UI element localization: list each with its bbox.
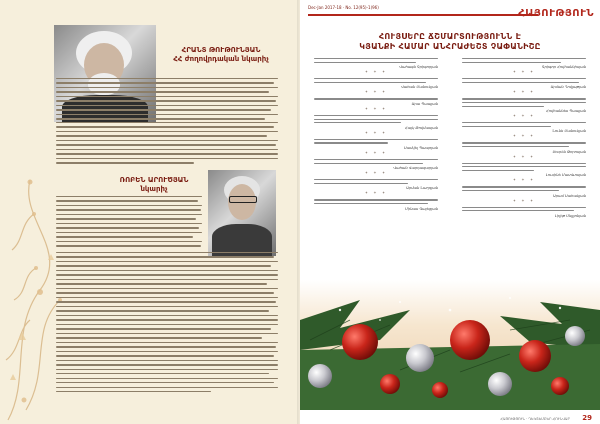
quote-item <box>462 142 586 158</box>
profile-title-line: նկարիչ <box>140 185 168 193</box>
quote-item <box>462 186 586 202</box>
quote-author: Հովհաննես Պապյան <box>546 109 586 114</box>
quote-item <box>314 78 438 94</box>
page-footer <box>300 410 600 424</box>
stars-divider: ✦ ✦ ✦ <box>512 197 536 203</box>
quote-author: Լուսինե Մատևոսյան <box>545 173 586 178</box>
article-text-block-1 <box>56 78 278 123</box>
stars-divider: ✦ ✦ ✦ <box>364 69 388 75</box>
profile-name-ruben <box>114 176 194 194</box>
magazine-logo: ՀԱՅՈՒԹՅՈՒՆ <box>518 8 594 19</box>
portrait-photo-ruben <box>208 170 276 256</box>
quotes-column-right <box>462 58 586 222</box>
quote-author: Վահան Մանուկյան <box>401 85 438 90</box>
quote-author: Սամվել Պապոյան <box>403 145 438 150</box>
stars-divider: ✦ ✦ ✦ <box>512 89 536 95</box>
quote-item <box>314 179 438 195</box>
quote-author: Հայկ Թովմասյան <box>405 125 438 130</box>
quote-item <box>314 139 438 155</box>
quote-author: Արման Նաղդյան <box>406 186 438 191</box>
quotes-column-left <box>314 58 438 215</box>
header-rule <box>308 14 538 16</box>
profile-title-line: ՀՀ ժողովրդական նկարիչ <box>173 55 269 63</box>
quote-author: Նունե Մանուկյան <box>552 129 586 134</box>
article-headline <box>320 32 580 52</box>
quote-item <box>314 98 438 111</box>
stars-divider: ✦ ✦ ✦ <box>364 105 388 111</box>
issue-info: Dec-Jan 2017-18 · No. 12(95)-1(96) <box>308 5 379 10</box>
quote-author: Սուրեն Թորոսյան <box>552 149 586 154</box>
quote-item <box>314 58 438 74</box>
quote-item <box>462 98 586 118</box>
quote-item <box>462 58 586 74</box>
page-header <box>300 0 600 30</box>
quote-author: Վահագն Գրիգորյան <box>399 65 438 70</box>
stars-divider: ✦ ✦ ✦ <box>512 69 536 75</box>
stars-divider: ✦ ✦ ✦ <box>512 133 536 139</box>
quote-author: Արման Դովլաթյան <box>550 85 586 90</box>
stars-divider: ✦ ✦ ✦ <box>364 170 388 176</box>
stars-divider: ✦ ✦ ✦ <box>512 113 536 119</box>
headline-line-1: ՀՈՒՅՍԵՐԸ ՃՇՄԱՐՏՈՒԹՅՈՒՆՆ Է <box>378 32 522 41</box>
quote-item <box>462 207 586 218</box>
stars-divider: ✦ ✦ ✦ <box>364 190 388 196</box>
quote-author: Արամ Սահակյան <box>553 193 586 198</box>
quote-author: Արա Պապյան <box>411 101 438 106</box>
profile-name-hrant <box>166 46 276 64</box>
quote-author: Մինաս Գալեցյան <box>405 206 438 211</box>
footer-text: ՀԱՅՈՒԹՅՈՒՆ · ԴԵԿՏԵՄԲԵՐ-ՀՈՒՆՎԱՐ <box>500 417 570 421</box>
quote-item <box>462 163 586 183</box>
right-page <box>300 0 600 424</box>
quote-author: Գրիգոր Հովհաննիսյան <box>541 65 586 70</box>
quote-item <box>314 115 438 135</box>
stars-divider: ✦ ✦ ✦ <box>364 89 388 95</box>
article-text-block-3 <box>56 196 202 250</box>
quote-item <box>462 78 586 94</box>
stars-divider: ✦ ✦ ✦ <box>512 153 536 159</box>
quote-author: Լիլիթ Մելքոնյան <box>555 213 586 218</box>
stars-divider: ✦ ✦ ✦ <box>364 129 388 135</box>
profile-name-line: ՌՈԲԵՆ ԱՐՈՒԾՅԱՆ <box>119 176 189 184</box>
quote-item <box>314 199 438 210</box>
stars-divider: ✦ ✦ ✦ <box>364 149 388 155</box>
page-number: 29 <box>582 414 592 422</box>
quote-item <box>462 122 586 138</box>
stars-divider: ✦ ✦ ✦ <box>512 177 536 183</box>
article-text-block-2 <box>56 122 278 167</box>
headline-line-2: ԿՅԱՆՔԻ ՀԱՄԱՐ ԱՆՀՐԱԺԵՇՏ ՉԱՓԱՆԻՇԸ <box>359 42 541 51</box>
article-text-block-4 <box>56 252 278 396</box>
christmas-decoration-image <box>300 280 600 410</box>
quote-author: Վահան Վարդազարյան <box>393 166 438 171</box>
profile-name-line: ՀՐԱՆՏ ԹՈՒԹՈՒՆՅԱՆ <box>181 46 261 54</box>
quote-item <box>314 159 438 175</box>
